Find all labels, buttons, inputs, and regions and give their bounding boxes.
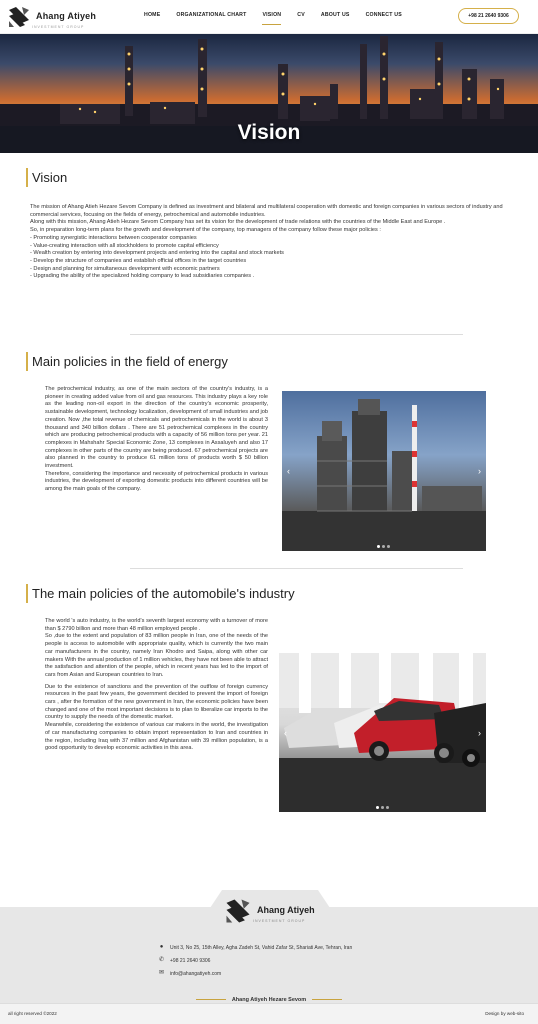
auto-text	[45, 618, 268, 753]
vision-text	[30, 204, 510, 281]
auto-paragraph: The world 's auto industry, is the world's seventh largest economy with a turnover of more than $ 2790 billion and more than 48 million employed people .	[45, 618, 268, 632]
slider-next-icon[interactable]: ›	[478, 727, 481, 738]
logo-tagline: INVESTMENT GROUP	[32, 24, 85, 29]
vision-paragraph: Along with this mission, Ahang Atieh Hezare Sevom Company has set its vision for the development of trade relations with the countries of the Middle East and Europe .	[30, 219, 446, 226]
footer-logo-name: Ahang Atiyeh	[257, 904, 315, 915]
logo-name: Ahang Atiyeh	[36, 10, 97, 21]
vision-policy-item: - Wealth creation by entering into development projects and entering into the capital and stock markets	[30, 250, 284, 257]
slider-dots	[376, 545, 391, 548]
nav-about-us[interactable]: ABOUT US	[320, 12, 350, 18]
slider-next-icon[interactable]: ›	[478, 466, 481, 476]
phone-icon: ✆	[158, 957, 165, 963]
footer-address-text: Unit 3, No 25, 15th Alley, Agha Zadeh St, Vahid Zafar St, Shariati Ave, Tehran, Iran	[170, 944, 353, 951]
footer-company-name: Ahang Atiyeh Hezare Sevom	[231, 997, 307, 1003]
footer-phone-text[interactable]: +98 21 2640 9306	[170, 957, 211, 964]
vision-policy-item: - Upgrading the ability of the specialized holding company to lead subsidiaries companies .	[30, 273, 255, 280]
location-pin-icon: ●	[159, 944, 164, 950]
vision-heading: Vision	[26, 168, 67, 187]
vision-paragraph: The mission of Ahang Atieh Hezare Sevom Company is defined as investment and bilateral and multilateral cooperation with domestic and foreign companies in various sectors of industry and commercial services, focusing on the fields of energy, petrochemical and automobile industries.	[30, 204, 503, 218]
section-divider	[130, 334, 463, 335]
vision-paragraph: So, in preparation long-term plans for the growth and development of the company, top managers of the company follow these major policies :	[30, 227, 381, 234]
vision-policy-item: - Promoting synergistic interactions between cooperator companies	[30, 234, 197, 241]
header-phone-button[interactable]: +98 21 2640 9306	[458, 8, 519, 24]
section-divider	[130, 568, 463, 569]
vision-policy-item: - Value-creating interaction with all stockholders to promote capital efficiency	[30, 242, 219, 249]
slider-dot[interactable]	[381, 806, 384, 809]
slider-dots	[375, 806, 390, 809]
footer-copyright: all right reserved ©2022	[8, 1011, 57, 1016]
auto-paragraph: Meanwhile, considering the existence of various car makers in the world, the investigation of car manufacturing companies to obtain import representation to Iran and countries in the region, including Iraq with 37 million and Afghanistan with 39 million population, is a good opportunity to develop economic activities in this area.	[45, 722, 268, 752]
vision-policy-item: - Design and planning for simultaneous development with economic partners	[30, 265, 220, 272]
auto-paragraph: So ,due to the extent and population of 83 million people in Iran, one of the needs of the people is access to automobile with appropriate quality, which is currently the two main car manufacturers in the country, namely Iran Khodro and Saipa, along with other car makers With the annual production of 1 million vehicles, they have not been able to attract the satisfaction and attention of the people, which in recent years has led to the import of cars from Asian and European countries to Iran.	[45, 633, 268, 678]
footer-address	[158, 944, 352, 951]
company-line-left	[196, 999, 226, 1000]
hero-title: Vision	[237, 121, 301, 144]
petrochemical-plant-image	[282, 391, 486, 551]
auto-heading: The main policies of the automobile's industry	[26, 584, 295, 603]
footer-logo-tagline: INVESTMENT GROUP	[253, 918, 306, 923]
company-line-right	[312, 999, 342, 1000]
slider-dot[interactable]	[377, 545, 380, 548]
hero-banner	[0, 34, 538, 153]
footer-email-text[interactable]: info@ahangatiyeh.com	[170, 970, 222, 977]
nav-cv[interactable]: CV	[297, 12, 305, 18]
footer-logo[interactable]	[223, 896, 315, 926]
nav-organizational-chart[interactable]: ORGANIZATIONAL CHART	[176, 12, 247, 18]
logo-icon	[223, 896, 253, 926]
car-showroom-image	[279, 653, 486, 812]
site-logo[interactable]	[6, 4, 96, 30]
energy-paragraph: The petrochemical industry, as one of the main sectors of the country's industry, is a pioneer in creating added value from oil and gas resources. This industry plays a key role as the leading non-oil export in the direction of the country's economic prosperity, sustainable development, technology localization, development of small industries and job creation. Now ,the total revenue of chemicals and petrochemicals in the world is about 3 thousand and 340 billion dollars . There are 51 petrochemical complexes in the country which are producing petrochemical products with a capacity of 56 million tons per year. 21 complexes in Mahshahr Special Economic Zone, 13 complexes in Assaluyeh and also 17 complexes in other parts of the country are being produced. 67 petrochemical projects are also planned in the country to produce 61 million tons of products worth $ 50 billion investment.	[45, 386, 268, 470]
slider-dot[interactable]	[376, 806, 379, 809]
footer-company	[0, 997, 538, 1003]
footer-email[interactable]	[158, 970, 221, 977]
energy-text	[45, 386, 268, 494]
slider-dot[interactable]	[382, 545, 385, 548]
email-icon: ✉	[158, 970, 165, 976]
footer-bottom-bar	[0, 1003, 538, 1024]
site-header	[0, 0, 538, 34]
footer-phone[interactable]	[158, 957, 210, 964]
footer-designer-link[interactable]: Design by web-sito	[485, 1011, 524, 1016]
slider-dot[interactable]	[386, 806, 389, 809]
auto-paragraph: Due to the existence of sanctions and the prevention of the outflow of foreign currency resources in the past few years, the government decided to prevent the import of foreign cars , after the formation of the new government in Iran, the economic policies have been changed and one of the most important decisions is to plan to liberalize car imports to the country to supply the needs of the domestic market.	[45, 683, 268, 721]
automobile-slider[interactable]	[279, 653, 486, 812]
nav-connect-us[interactable]: CONNECT US	[365, 12, 402, 18]
vision-policy-item: - Develop the structure of companies and establish official offices in the target countries	[30, 257, 247, 264]
energy-paragraph: Therefore, considering the importance and necessity of petrochemical products in various industries, the development of exporting domestic products into different countries will be among the main goals of the company.	[45, 470, 268, 493]
nav-vision[interactable]: VISION	[262, 12, 281, 25]
slider-dot[interactable]	[387, 545, 390, 548]
petrochemical-slider[interactable]	[282, 391, 486, 551]
slider-prev-icon[interactable]: ‹	[287, 466, 290, 476]
slider-prev-icon[interactable]: ‹	[284, 727, 287, 738]
nav-home[interactable]: HOME	[144, 12, 161, 18]
main-nav	[144, 12, 418, 25]
energy-heading: Main policies in the field of energy	[26, 352, 228, 371]
logo-icon	[6, 4, 32, 30]
